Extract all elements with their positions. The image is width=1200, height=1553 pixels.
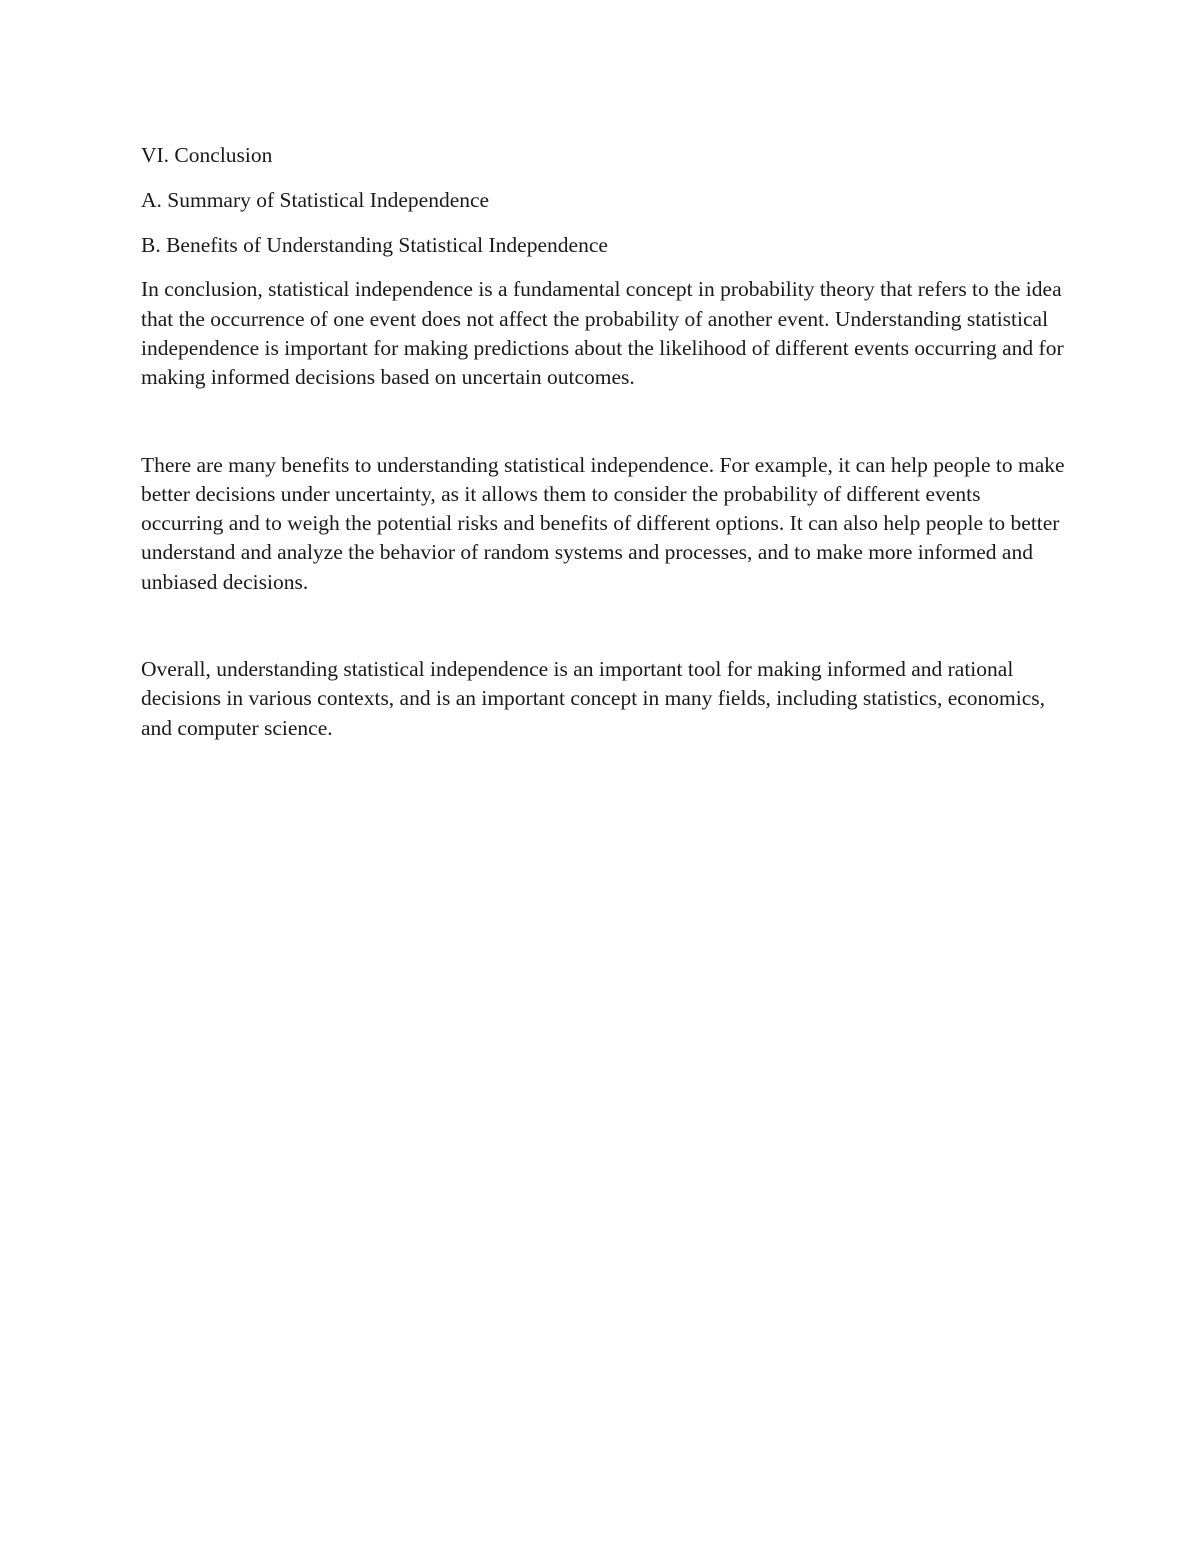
paragraph-conclusion: In conclusion, statistical independence is a fundamental concept in probability theory that refers to the idea that the occurrence of one event does not affect the probability of another event. Understanding statistical independence is important for making predictions about the likelihood of different events occurring and for making informed decisions based on uncertain outcomes. [141,277,1064,390]
paragraph-spacer [141,393,1066,451]
subheading-benefits: B. Benefits of Understanding Statistical Independence [141,232,608,257]
paragraph-spacer [141,597,1066,655]
paragraph-overall: Overall, understanding statistical independence is an important tool for making informed and rational decisions in various contexts, and is an important concept in many fields, including statistics, economics, and computer science. [141,657,1046,740]
document-body [141,141,1066,743]
section-heading: VI. Conclusion [141,143,273,167]
paragraph-benefits: There are many benefits to understanding statistical independence. For example, it can help people to make better decisions under uncertainty, as it allows them to consider the probability of different events occurring and to weigh the potential risks and benefits of different options. It can also help people to better understand and analyze the behavior of random systems and processes, and to make more informed and unbiased decisions. [141,452,1065,594]
subheading-summary: A. Summary of Statistical Independence [141,187,490,212]
